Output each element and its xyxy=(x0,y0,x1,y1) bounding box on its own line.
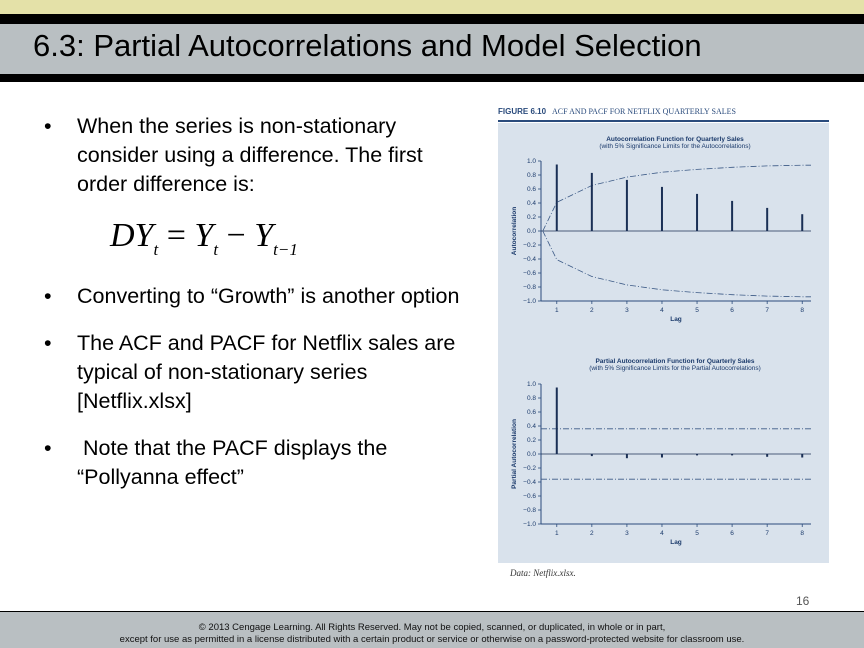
lower-significance-limit xyxy=(543,231,811,297)
bullet-item xyxy=(44,282,474,311)
x-tick-label: 7 xyxy=(765,307,769,314)
y-tick-label: −0.8 xyxy=(523,284,536,292)
formula-lhs-subscript: t xyxy=(153,240,159,259)
bullet-text: Converting to “Growth” is another option xyxy=(77,284,460,308)
x-tick-label: 8 xyxy=(800,307,805,314)
page-number: 16 xyxy=(796,594,810,608)
bullet-list xyxy=(44,112,474,510)
figure-rule xyxy=(498,120,829,122)
y-tick-label: −0.2 xyxy=(523,242,536,250)
acf-chart xyxy=(505,155,825,335)
y-tick-label: −0.6 xyxy=(523,270,536,278)
bullet-text: Note that the PACF displays the “Pollyanna effect” xyxy=(77,436,394,489)
formula-y2-subscript: t−1 xyxy=(273,240,298,259)
x-tick-label: 7 xyxy=(765,530,769,537)
x-tick-label: 5 xyxy=(695,530,699,537)
title-band xyxy=(0,24,864,74)
x-tick-label: 6 xyxy=(730,530,734,537)
y-tick-label: 0.2 xyxy=(526,437,536,445)
pacf-subtitle: (with 5% Significance Limits for the Partial Autocorrelations) xyxy=(589,365,761,372)
y-axis-label: Partial Autocorrelation xyxy=(511,419,518,489)
x-axis-label: Lag xyxy=(670,539,682,546)
y-tick-label: −1.0 xyxy=(523,521,536,529)
data-source-note: Data: Netflix.xlsx. xyxy=(510,568,576,578)
x-tick-label: 8 xyxy=(800,530,805,537)
acf-chart-title xyxy=(555,136,795,150)
y-tick-label: −1.0 xyxy=(523,298,536,306)
bullet-item xyxy=(44,112,474,199)
y-tick-label: 0.8 xyxy=(526,172,536,180)
formula-minus: − xyxy=(226,217,246,254)
x-tick-label: 4 xyxy=(660,307,664,314)
x-tick-label: 2 xyxy=(590,307,594,314)
y-tick-label: −0.2 xyxy=(523,465,536,473)
pacf-title: Partial Autocorrelation Function for Quarterly Sales xyxy=(595,358,755,365)
top-accent-line xyxy=(0,0,864,14)
pacf-chart-title xyxy=(555,358,795,372)
x-tick-label: 4 xyxy=(660,530,664,537)
bullet-text: The ACF and PACF for Netflix sales are typical of non-stationary series [Netflix.xlsx] xyxy=(77,331,456,413)
formula-y1-subscript: t xyxy=(213,240,219,259)
y-tick-label: −0.8 xyxy=(523,507,536,515)
figure-label: FIGURE 6.10 xyxy=(498,107,547,116)
bullet-marker: • xyxy=(44,284,52,308)
x-tick-label: 1 xyxy=(554,307,559,314)
difference-formula xyxy=(110,217,474,260)
figure-caption: ACF AND PACF FOR NETFLIX QUARTERLY SALES xyxy=(552,107,736,116)
bullet-marker: • xyxy=(44,436,52,460)
bullet-marker: • xyxy=(44,331,52,355)
y-tick-label: 1.0 xyxy=(526,381,536,389)
acf-subtitle: (with 5% Significance Limits for the Autocorrelations) xyxy=(599,143,751,150)
y-tick-label: 0.0 xyxy=(526,228,536,236)
bullet-text: When the series is non-stationary consider using a difference. The first order difference is: xyxy=(77,114,423,196)
y-tick-label: −0.4 xyxy=(523,479,536,487)
y-tick-label: 1.0 xyxy=(526,158,536,166)
x-tick-label: 3 xyxy=(625,307,629,314)
formula-lhs: DY xyxy=(110,217,154,254)
x-axis-label: Lag xyxy=(670,316,682,323)
y-axis-label: Autocorrelation xyxy=(511,206,518,256)
x-tick-label: 1 xyxy=(554,530,559,537)
y-tick-label: −0.6 xyxy=(523,493,536,501)
y-tick-label: 0.4 xyxy=(526,423,536,431)
y-tick-label: 0.2 xyxy=(526,214,536,222)
y-tick-label: 0.6 xyxy=(526,186,536,194)
x-tick-label: 6 xyxy=(730,307,734,314)
bullet-marker: • xyxy=(44,114,52,138)
title-bar xyxy=(0,14,864,82)
copyright-line-1: © 2013 Cengage Learning. All Rights Reserved. May not be copied, scanned, or duplicated, in whole or in part, xyxy=(198,622,666,633)
y-tick-label: −0.4 xyxy=(523,256,536,264)
x-tick-label: 3 xyxy=(625,530,629,537)
bullet-item xyxy=(44,329,474,416)
formula-equals: = xyxy=(166,217,186,254)
upper-significance-limit xyxy=(543,165,811,231)
formula-y2: Y xyxy=(254,217,274,254)
formula-y1: Y xyxy=(194,217,214,254)
pacf-chart xyxy=(505,378,825,558)
x-tick-label: 2 xyxy=(590,530,594,537)
slide-title: 6.3: Partial Autocorrelations and Model Selection xyxy=(33,28,702,63)
y-tick-label: 0.6 xyxy=(526,409,536,417)
y-tick-label: 0.4 xyxy=(526,200,536,208)
copyright-line-2: except for use as permitted in a license distributed with a certain product or service or otherwise on a password-protected website for classroom use. xyxy=(119,634,745,645)
y-tick-label: 0.8 xyxy=(526,395,536,403)
figure-header xyxy=(498,107,736,116)
x-tick-label: 5 xyxy=(695,307,699,314)
acf-title: Autocorrelation Function for Quarterly Sales xyxy=(606,136,744,143)
y-tick-label: 0.0 xyxy=(526,451,536,459)
bullet-item xyxy=(44,434,474,492)
